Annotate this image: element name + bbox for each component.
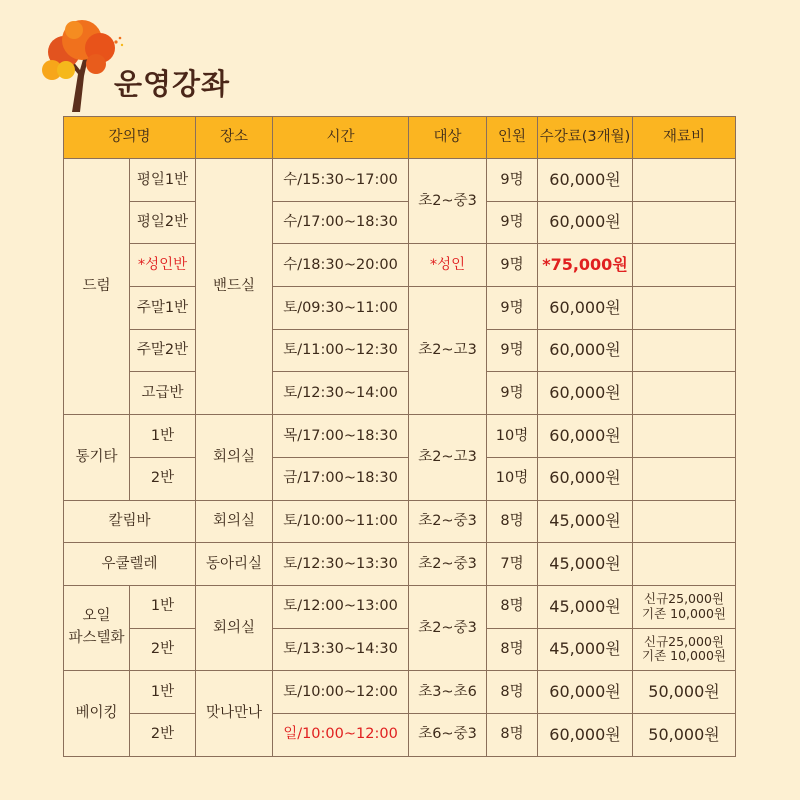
time-cell: 토/12:00~13:00 [273,585,409,628]
material-cell [633,415,736,458]
class-cell: 1반 [130,585,196,628]
header-material: 재료비 [633,117,736,159]
fee-cell: 60,000원 [538,713,633,756]
time-cell: 토/13:30~14:30 [273,628,409,671]
class-cell: 1반 [130,671,196,714]
place-cell: 맛나만나 [196,671,273,756]
people-cell: 9명 [487,201,538,244]
class-cell: 2반 [130,628,196,671]
table-row [64,628,736,671]
table-row [64,671,736,714]
material-cell: 신규25,000원 기존 10,000원 [633,585,736,628]
material-cell [633,500,736,543]
material-cell [633,244,736,287]
table-row [64,543,736,586]
table-header-row [64,117,736,159]
time-cell: 토/11:00~12:30 [273,329,409,372]
class-cell: 평일2반 [130,201,196,244]
table-row [64,713,736,756]
place-cell: 회의실 [196,415,273,500]
table-row [64,585,736,628]
people-cell: 9명 [487,244,538,287]
material-cell: 50,000원 [633,713,736,756]
table-row [64,159,736,202]
material-cell [633,329,736,372]
time-cell: 목/17:00~18:30 [273,415,409,458]
class-cell: 2반 [130,457,196,500]
target-cell: 초6~중3 [409,713,487,756]
table-row [64,500,736,543]
material-cell [633,457,736,500]
people-cell: 9명 [487,372,538,415]
time-cell: 수/18:30~20:00 [273,244,409,287]
course-drum: 드럼 [64,159,130,415]
place-cell: 회의실 [196,500,273,543]
people-cell: 7명 [487,543,538,586]
course-ukulele: 우쿨렐레 [64,543,196,586]
time-cell: 토/12:30~14:00 [273,372,409,415]
class-cell: 주말1반 [130,287,196,330]
target-cell: 초2~중3 [409,500,487,543]
header-time: 시간 [273,117,409,159]
table-row [64,329,736,372]
people-cell: 9명 [487,159,538,202]
time-cell: 토/10:00~12:00 [273,671,409,714]
fee-cell: 60,000원 [538,159,633,202]
page-title: 운영강좌 [114,67,231,101]
target-cell: 초2~중3 [409,159,487,244]
target-cell-adult: *성인 [409,244,487,287]
fee-cell: 45,000원 [538,628,633,671]
place-cell: 회의실 [196,585,273,670]
people-cell: 8명 [487,628,538,671]
time-cell: 금/17:00~18:30 [273,457,409,500]
header-target: 대상 [409,117,487,159]
fee-cell: 60,000원 [538,457,633,500]
material-cell: 신규25,000원 기존 10,000원 [633,628,736,671]
material-cell [633,372,736,415]
people-cell: 8명 [487,713,538,756]
time-cell: 수/15:30~17:00 [273,159,409,202]
material-cell [633,287,736,330]
fee-cell-adult: *75,000원 [538,244,633,287]
course-baking: 베이킹 [64,671,130,756]
class-cell: 평일1반 [130,159,196,202]
course-table [63,116,736,757]
class-cell: 고급반 [130,372,196,415]
class-cell: 2반 [130,713,196,756]
table-row [64,244,736,287]
place-cell: 동아리실 [196,543,273,586]
table-row [64,457,736,500]
material-cell [633,201,736,244]
header-class-name: 강의명 [64,117,196,159]
fee-cell: 45,000원 [538,585,633,628]
header-fee: 수강료(3개월) [538,117,633,159]
fee-cell: 60,000원 [538,372,633,415]
material-cell: 50,000원 [633,671,736,714]
course-kalimba: 칼림바 [64,500,196,543]
fee-cell: 60,000원 [538,329,633,372]
header-people: 인원 [487,117,538,159]
table-row [64,415,736,458]
time-cell: 수/17:00~18:30 [273,201,409,244]
people-cell: 9명 [487,329,538,372]
fee-cell: 60,000원 [538,671,633,714]
fee-cell: 45,000원 [538,543,633,586]
material-cell [633,543,736,586]
material-cell [633,159,736,202]
time-cell-sunday: 일/10:00~12:00 [273,713,409,756]
header-place: 장소 [196,117,273,159]
people-cell: 10명 [487,415,538,458]
fee-cell: 60,000원 [538,415,633,458]
table-row [64,287,736,330]
people-cell: 8명 [487,585,538,628]
target-cell: 초2~중3 [409,585,487,670]
people-cell: 10명 [487,457,538,500]
people-cell: 9명 [487,287,538,330]
people-cell: 8명 [487,500,538,543]
class-cell: 1반 [130,415,196,458]
target-cell: 초2~고3 [409,415,487,500]
place-cell: 밴드실 [196,159,273,415]
table-row [64,201,736,244]
class-cell: 주말2반 [130,329,196,372]
table-row [64,372,736,415]
time-cell: 토/09:30~11:00 [273,287,409,330]
course-oil-pastel: 오일 파스텔화 [64,585,130,670]
class-cell-adult: *성인반 [130,244,196,287]
time-cell: 토/10:00~11:00 [273,500,409,543]
target-cell: 초2~고3 [409,287,487,415]
target-cell: 초2~중3 [409,543,487,586]
fee-cell: 45,000원 [538,500,633,543]
course-guitar: 통기타 [64,415,130,500]
fee-cell: 60,000원 [538,287,633,330]
target-cell: 초3~초6 [409,671,487,714]
fee-cell: 60,000원 [538,201,633,244]
time-cell: 토/12:30~13:30 [273,543,409,586]
people-cell: 8명 [487,671,538,714]
